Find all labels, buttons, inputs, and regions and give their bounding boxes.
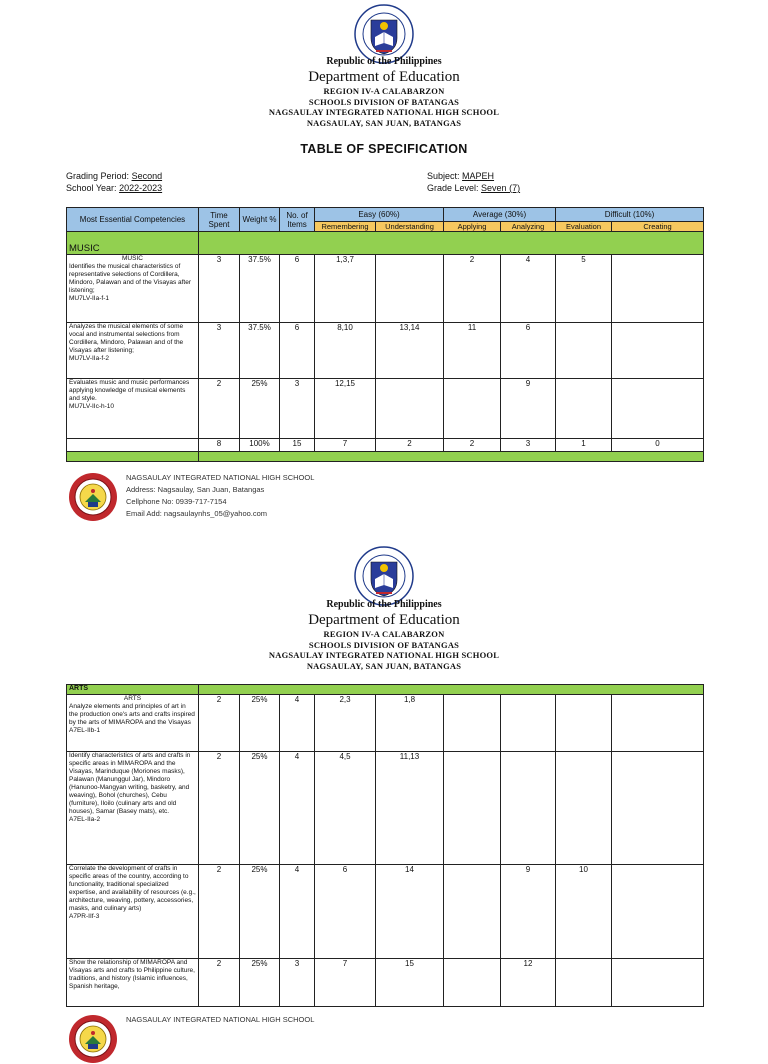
time-cell: 2 [199,752,240,865]
applying-cell [444,379,501,439]
applying-cell [444,695,501,752]
competency-code: A7EL-IIa-2 [69,816,101,823]
total-applying: 2 [444,439,501,452]
header-understanding: Understanding [376,222,444,232]
republic-line: Republic of the Philippines [326,599,442,610]
understanding-cell [376,379,444,439]
footer-text [126,1014,314,1026]
header-average: Average (30%) [444,208,556,222]
time-cell: 3 [199,323,240,379]
evaluation-cell [556,695,612,752]
footer-school: NAGSAULAY INTEGRATED NATIONAL HIGH SCHOOL [126,473,315,482]
header-analyzing: Analyzing [501,222,556,232]
total-row [67,439,704,452]
tos-table-arts [66,684,704,1007]
time-cell: 2 [199,695,240,752]
weight-cell: 37.5% [240,255,280,323]
tos-table-music [66,207,704,462]
competency-heading: MUSIC [122,255,143,262]
header-items: No. of Items [280,208,315,232]
section-label: ARTS [67,685,199,695]
analyzing-cell: 6 [501,323,556,379]
header-difficult: Difficult (10%) [556,208,704,222]
deped-seal-icon [354,4,414,64]
understanding-cell [376,255,444,323]
total-weight: 100% [240,439,280,452]
grading-period-label: Grading Period: [66,171,130,181]
analyzing-cell: 4 [501,255,556,323]
evaluation-cell [556,323,612,379]
section-row-arts [67,685,704,695]
weight-cell: 25% [240,865,280,959]
competency-cell [67,695,199,752]
competency-code: A7PR-IIf-3 [69,913,100,920]
weight-cell: 25% [240,379,280,439]
competency-cell [67,959,199,1007]
department-line: Department of Education [308,69,460,85]
table-row [67,959,704,1007]
competency-code: MU7LV-IIa-f-1 [69,295,109,302]
school-year-value: 2022-2023 [119,183,163,193]
applying-cell: 2 [444,255,501,323]
total-items: 15 [280,439,315,452]
competency-code: MU7LV-IIa-f-2 [69,355,109,362]
competency-text: Identifies the musical characteristics of representative selections of Cordillera, Mindoro, Palawan and of the Visayas after listening; [69,263,192,294]
total-analyzing: 3 [501,439,556,452]
analyzing-cell [501,695,556,752]
creating-cell [612,959,704,1007]
location-line: NAGSAULAY, SAN JUAN, BATANGAS [306,660,462,671]
division-line: SCHOOLS DIVISION OF BATANGAS [308,639,460,650]
applying-cell [444,959,501,1007]
table-row [67,323,704,379]
section-end-row [67,452,704,462]
remembering-cell: 12,15 [315,379,376,439]
weight-cell: 37.5% [240,323,280,379]
competency-code: A7EL-IIb-1 [69,727,101,734]
total-remembering: 7 [315,439,376,452]
total-understanding: 2 [376,439,444,452]
creating-cell [612,323,704,379]
understanding-cell: 15 [376,959,444,1007]
meta-left [66,170,162,194]
subject-value: MAPEH [462,171,495,181]
understanding-cell: 14 [376,865,444,959]
table-row [67,752,704,865]
remembering-cell: 8,10 [315,323,376,379]
page-1 [0,0,768,520]
evaluation-cell: 5 [556,255,612,323]
time-cell: 3 [199,255,240,323]
header-time: Time Spent [199,208,240,232]
header-evaluation: Evaluation [556,222,612,232]
time-cell: 2 [199,379,240,439]
table-row [67,379,704,439]
analyzing-cell: 9 [501,379,556,439]
table-row [67,255,704,323]
grading-period-value: Second [131,171,163,181]
weight-cell: 25% [240,959,280,1007]
understanding-cell: 13,14 [376,323,444,379]
remembering-cell: 4,5 [315,752,376,865]
evaluation-cell [556,752,612,865]
items-cell: 4 [280,865,315,959]
competency-text: Show the relationship of MIMAROPA and Visayas arts and crafts to Philippine culture, traditions, and history (Islamic influences, Spanish heritage, [69,959,195,990]
competency-cell [67,865,199,959]
items-cell: 4 [280,695,315,752]
evaluation-cell: 10 [556,865,612,959]
footer-address: Address: Nagsaulay, San Juan, Batangas [126,485,265,494]
page-title: TABLE OF SPECIFICATION [300,142,468,156]
letterhead [0,56,768,128]
footer-phone: Cellphone No: 0939-717-7154 [126,497,227,506]
school-emblem-icon [68,1014,118,1064]
items-cell: 6 [280,323,315,379]
header-remembering: Remembering [315,222,376,232]
time-cell: 2 [199,865,240,959]
total-time: 8 [199,439,240,452]
section-row-music [67,232,704,255]
department-line: Department of Education [308,612,460,628]
footer-email: Email Add: nagsaulaynhs_05@yahoo.com [126,509,268,518]
school-emblem-icon [68,472,118,522]
header-weight: Weight % [240,208,280,232]
grade-level-value: Seven (7) [481,183,521,193]
header-applying: Applying [444,222,501,232]
competency-text: Analyzes the musical elements of some vocal and instrumental selections from Cordillera, Mindoro, Palawan and of the Visayas after listening; [69,323,184,354]
analyzing-cell [501,752,556,865]
competency-cell [67,752,199,865]
applying-cell [444,865,501,959]
grade-level-label: Grade Level: [427,183,479,193]
competency-cell [67,255,199,323]
weight-cell: 25% [240,752,280,865]
understanding-cell: 11,13 [376,752,444,865]
division-line: SCHOOLS DIVISION OF BATANGAS [308,96,460,107]
creating-cell [612,255,704,323]
creating-cell [612,865,704,959]
applying-cell [444,752,501,865]
competency-text: Evaluates music and music performances applying knowledge of musical elements and style. [69,379,190,402]
creating-cell [612,379,704,439]
subject-label: Subject: [427,171,460,181]
items-cell: 3 [280,379,315,439]
school-line: NAGSAULAY INTEGRATED NATIONAL HIGH SCHOOL [268,107,500,117]
remembering-cell: 2,3 [315,695,376,752]
competency-text: Analyze elements and principles of art in the production one's arts and crafts inspired by the arts of MIMAROPA and the Visayas [69,703,195,726]
competency-cell [67,323,199,379]
school-line: NAGSAULAY INTEGRATED NATIONAL HIGH SCHOOL [268,650,500,660]
analyzing-cell: 12 [501,959,556,1007]
remembering-cell: 7 [315,959,376,1007]
evaluation-cell [556,959,612,1007]
school-year-label: School Year: [66,183,117,193]
remembering-cell: 1,3,7 [315,255,376,323]
table-row [67,695,704,752]
items-cell: 3 [280,959,315,1007]
competency-cell [67,379,199,439]
creating-cell [612,695,704,752]
competency-code: MU7LV-IIc-h-10 [69,403,115,410]
understanding-cell: 1,8 [376,695,444,752]
republic-line: Republic of the Philippines [326,56,442,67]
page-2 [0,530,768,1024]
letterhead [0,599,768,671]
section-label: MUSIC [67,232,199,255]
header-creating: Creating [612,222,704,232]
remembering-cell: 6 [315,865,376,959]
applying-cell: 11 [444,323,501,379]
evaluation-cell [556,379,612,439]
weight-cell: 25% [240,695,280,752]
footer-school: NAGSAULAY INTEGRATED NATIONAL HIGH SCHOOL [126,1015,315,1024]
competency-text: Identify characteristics of arts and crafts in specific areas in MIMAROPA and the Visayas, Marinduque (Moriones masks), Palawan (Manunggul Jar), Mindoro (Hanunoo-Mangyan writing, basketry, and weaving), Bohol (churches), Cebu (furniture), Iloilo (culinary arts and old houses), Samar (Basey mats), etc. [69,752,191,815]
table-row [67,865,704,959]
footer-text [126,472,314,520]
competency-heading: ARTS [123,695,142,702]
creating-cell [612,752,704,865]
location-line: NAGSAULAY, SAN JUAN, BATANGAS [306,117,462,128]
region-line: REGION IV-A CALABARZON [323,86,445,96]
region-line: REGION IV-A CALABARZON [323,629,445,639]
time-cell: 2 [199,959,240,1007]
analyzing-cell: 9 [501,865,556,959]
header-easy: Easy (60%) [315,208,444,222]
deped-seal-icon [354,546,414,606]
items-cell: 4 [280,752,315,865]
competency-text: Correlate the development of crafts in specific areas of the country, according to functionality, traditional specialized expertise, and availability of resources (e.g., architecture, weaving, pottery, accessories, masks, and culinary arts) [69,865,196,912]
total-creating: 0 [612,439,704,452]
items-cell: 6 [280,255,315,323]
meta-right [427,170,520,194]
total-evaluation: 1 [556,439,612,452]
header-competencies: Most Essential Competencies [67,208,199,232]
